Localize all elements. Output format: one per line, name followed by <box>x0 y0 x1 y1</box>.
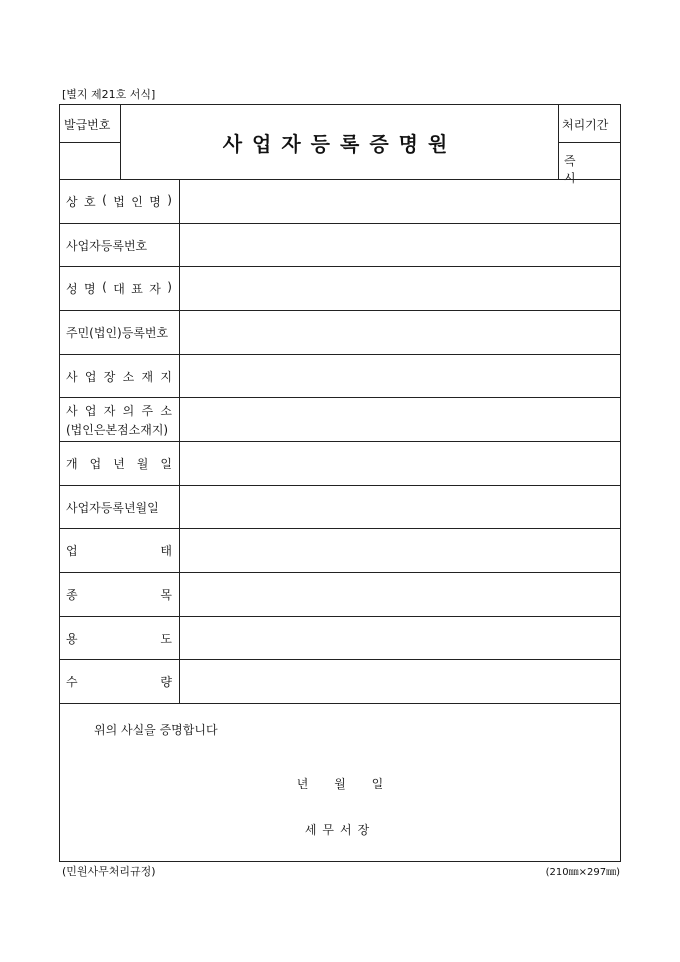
row-value-field[interactable] <box>180 310 620 354</box>
processing-period-value: 즉 시 <box>564 154 576 185</box>
table-row <box>60 441 620 485</box>
row-label: 주민(법인)등록번호 <box>66 325 169 340</box>
row-label: 수 량 <box>66 675 172 690</box>
row-value-field[interactable] <box>180 485 620 529</box>
table-row <box>60 616 620 660</box>
processing-period-label: 처리기간 <box>562 118 609 132</box>
row-value-field[interactable] <box>180 223 620 267</box>
document-title: 사업자등록증명원 <box>222 131 458 156</box>
row-label: 개 업 년 월 일 <box>66 456 172 471</box>
issue-number-field[interactable] <box>60 142 120 179</box>
row-value-field[interactable] <box>180 354 620 398</box>
table-row <box>60 310 620 354</box>
row-label: 종 목 <box>66 587 172 602</box>
row-value-field[interactable] <box>180 616 620 660</box>
row-label: 상 호 ( 법 인 명 ) <box>66 193 172 209</box>
row-value-field[interactable] <box>180 572 620 616</box>
form-code: [별지 제21호 서식] <box>62 88 156 101</box>
table-row <box>60 485 620 529</box>
issue-date-line: 년 월 일 <box>296 777 384 791</box>
table-row <box>60 223 620 267</box>
row-value-field[interactable] <box>180 397 620 441</box>
row-label: 성 명 ( 대 표 자 ) <box>66 280 172 297</box>
table-row <box>60 572 620 616</box>
footer-paper-size: (210㎜×297㎜) <box>545 867 620 878</box>
row-label: 업 태 <box>66 544 172 559</box>
footer-regulation: (민원사무처리규정) <box>62 865 156 878</box>
table-row <box>60 266 620 310</box>
row-value-field[interactable] <box>180 266 620 310</box>
row-value-field[interactable] <box>180 528 620 572</box>
table-row <box>60 659 620 703</box>
tax-office-name: 세무서장 <box>304 823 376 837</box>
certification-block <box>60 703 620 861</box>
certificate-form <box>59 104 621 862</box>
table-row <box>60 528 620 572</box>
row-label: 사 업 장 소 재 지 <box>66 369 172 384</box>
row-value-field[interactable] <box>180 659 620 703</box>
row-label: 사업자등록년월일 <box>66 500 159 515</box>
row-label: 사 업 자 의 주 소 (법인은본점소재지) <box>66 404 172 438</box>
row-value-field[interactable] <box>180 441 620 485</box>
table-row <box>60 354 620 398</box>
row-label: 용 도 <box>66 631 172 646</box>
issue-number-label: 발급번호 <box>64 118 111 132</box>
table-row <box>60 179 620 223</box>
certification-statement: 위의 사실을 증명합니다 <box>94 723 218 737</box>
row-label: 사업자등록번호 <box>66 238 148 253</box>
row-value-field[interactable] <box>180 179 620 223</box>
row-label-sub: (법인은본점소재지) <box>66 423 169 438</box>
table-row <box>60 397 620 441</box>
